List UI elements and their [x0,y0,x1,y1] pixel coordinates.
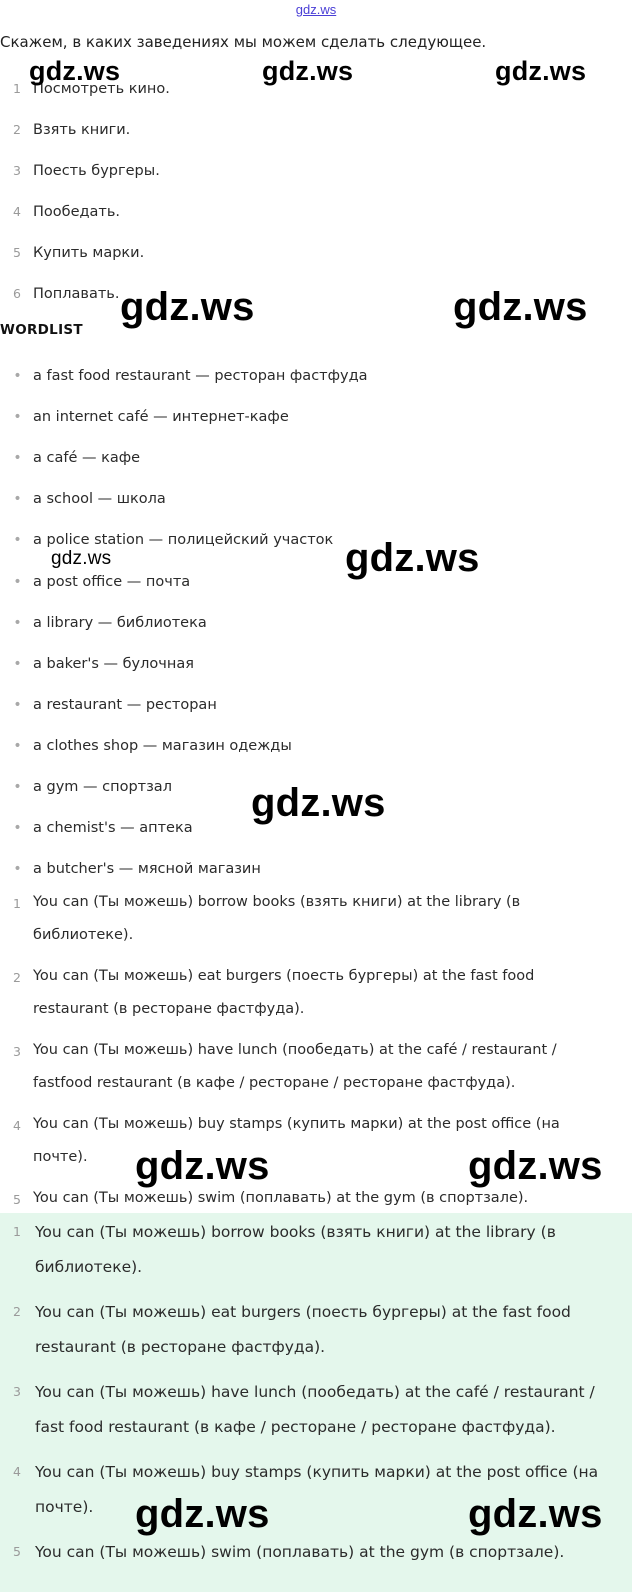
watermark: gdz.ws [29,56,121,86]
wordlist-text: a café — кафе [33,450,141,466]
bullet-icon: • [13,820,22,836]
watermark: gdz.ws [345,536,480,580]
bullet-icon: • [13,409,22,425]
bullet-icon: • [13,861,22,877]
bullet-icon: • [13,738,22,754]
task-text: Поплавать. [33,286,120,302]
answer-text: You can (Ты можешь) buy stamps (купить марки) at the post office (на почте). [35,1463,599,1516]
wordlist-item [0,820,193,836]
watermark: gdz.ws [262,56,354,86]
answer-text: You can (Ты можешь) buy stamps (купить марки) at the post office (на почте). [33,1116,560,1165]
wordlist-text: a baker's — булочная [33,656,194,672]
answer-text: You can (Ты можешь) eat burgers (поесть бургеры) at the fast food restaurant (в ресторане фастфуда). [33,968,535,1017]
watermark: gdz.ws [51,548,112,569]
watermark: gdz.ws [468,1492,603,1536]
wordlist-item [0,779,172,795]
wordlist-text: a school — школа [33,491,166,507]
watermark: gdz.ws [135,1492,270,1536]
answer-number: 5 [13,1544,21,1559]
task-number: 1 [13,81,21,96]
task-text: Взять книги. [33,122,131,138]
task-item [0,286,119,306]
answer-number: 1 [13,1224,21,1239]
bullet-icon: • [13,450,22,466]
answer-number: 4 [13,1118,21,1133]
bullet-icon: • [13,656,22,672]
answer-text: You can (Ты можешь) swim (поплавать) at the gym (в спортзале). [33,1190,529,1206]
wordlist-text: a clothes shop — магазин одежды [33,738,292,754]
answer-text: You can (Ты можешь) have lunch (пообедать) at the café / restaurant / fastfood restaurant (в кафе / ресторане / ресторане фастфуда). [33,1042,557,1091]
task-text: Поесть бургеры. [33,163,160,179]
task-number: 5 [13,245,21,260]
wordlist-item [0,615,207,631]
watermark: gdz.ws [468,1144,603,1188]
answer-number: 5 [13,1192,21,1207]
bullet-icon: • [13,532,22,548]
task-text: Пообедать. [33,204,121,220]
wordlist-heading: WORDLIST [0,322,83,338]
answer-number: 3 [13,1044,21,1059]
answer-number: 1 [13,896,21,911]
answer-text: You can (Ты можешь) borrow books (взять книги) at the library (в библиотеке). [33,894,521,943]
wordlist-text: a gym — спортзал [33,779,172,795]
wordlist-item [0,368,368,384]
answer-text: You can (Ты можешь) swim (поплавать) at the gym (в спортзале). [35,1543,565,1561]
wordlist-text: a library — библиотека [33,615,207,631]
wordlist-item [0,574,190,590]
wordlist-text: a butcher's — мясной магазин [33,861,261,877]
task-number: 4 [13,204,21,219]
watermark: gdz.ws [495,56,587,86]
task-number: 3 [13,163,21,178]
watermark: gdz.ws [135,1144,270,1188]
wordlist-item [0,532,333,548]
bullet-icon: • [13,491,22,507]
bullet-icon: • [13,574,22,590]
wordlist-item [0,738,292,754]
watermark: gdz.ws [453,285,588,329]
task-item [0,163,160,183]
answer-text: You can (Ты можешь) eat burgers (поесть бургеры) at the fast food restaurant (в ресторане фастфуда). [35,1303,571,1356]
bullet-icon: • [13,368,22,384]
answer-text: You can (Ты можешь) borrow books (взять книги) at the library (в библиотеке). [35,1223,556,1276]
answer-number: 3 [13,1384,21,1399]
wordlist-item [0,656,194,672]
bullet-icon: • [13,779,22,795]
task-item [0,122,130,142]
wordlist-text: a post office — почта [33,574,191,590]
bullet-icon: • [13,615,22,631]
answer-text: You can (Ты можешь) have lunch (пообедать) at the café / restaurant / fast food restaurant (в кафе / ресторане / ресторане фастфуда). [35,1383,595,1436]
task-item [0,245,144,265]
task-number: 6 [13,286,21,301]
wordlist-text: a restaurant — ресторан [33,697,217,713]
site-link[interactable]: gdz.ws [295,2,337,17]
answer-number: 2 [13,1304,21,1319]
wordlist-text: a police station — полицейский участок [33,532,334,548]
answer-number: 2 [13,970,21,985]
bullet-icon: • [13,697,22,713]
wordlist-text: a fast food restaurant — ресторан фастфуда [33,368,368,384]
task-item [0,204,120,224]
intro-text: Скажем, в каких заведениях мы можем сделать следующее. [0,33,487,51]
watermark: gdz.ws [120,285,255,329]
task-text: Посмотреть кино. [33,81,170,97]
wordlist-item [0,450,140,466]
wordlist-text: an internet café — интернет-кафе [33,409,289,425]
answer-number: 4 [13,1464,21,1479]
task-number: 2 [13,122,21,137]
task-text: Купить марки. [33,245,145,261]
wordlist-text: a chemist's — аптека [33,820,193,836]
wordlist-item [0,697,217,713]
wordlist-item [0,409,289,425]
wordlist-item [0,861,261,877]
wordlist-item [0,491,166,507]
watermark: gdz.ws [251,781,386,825]
